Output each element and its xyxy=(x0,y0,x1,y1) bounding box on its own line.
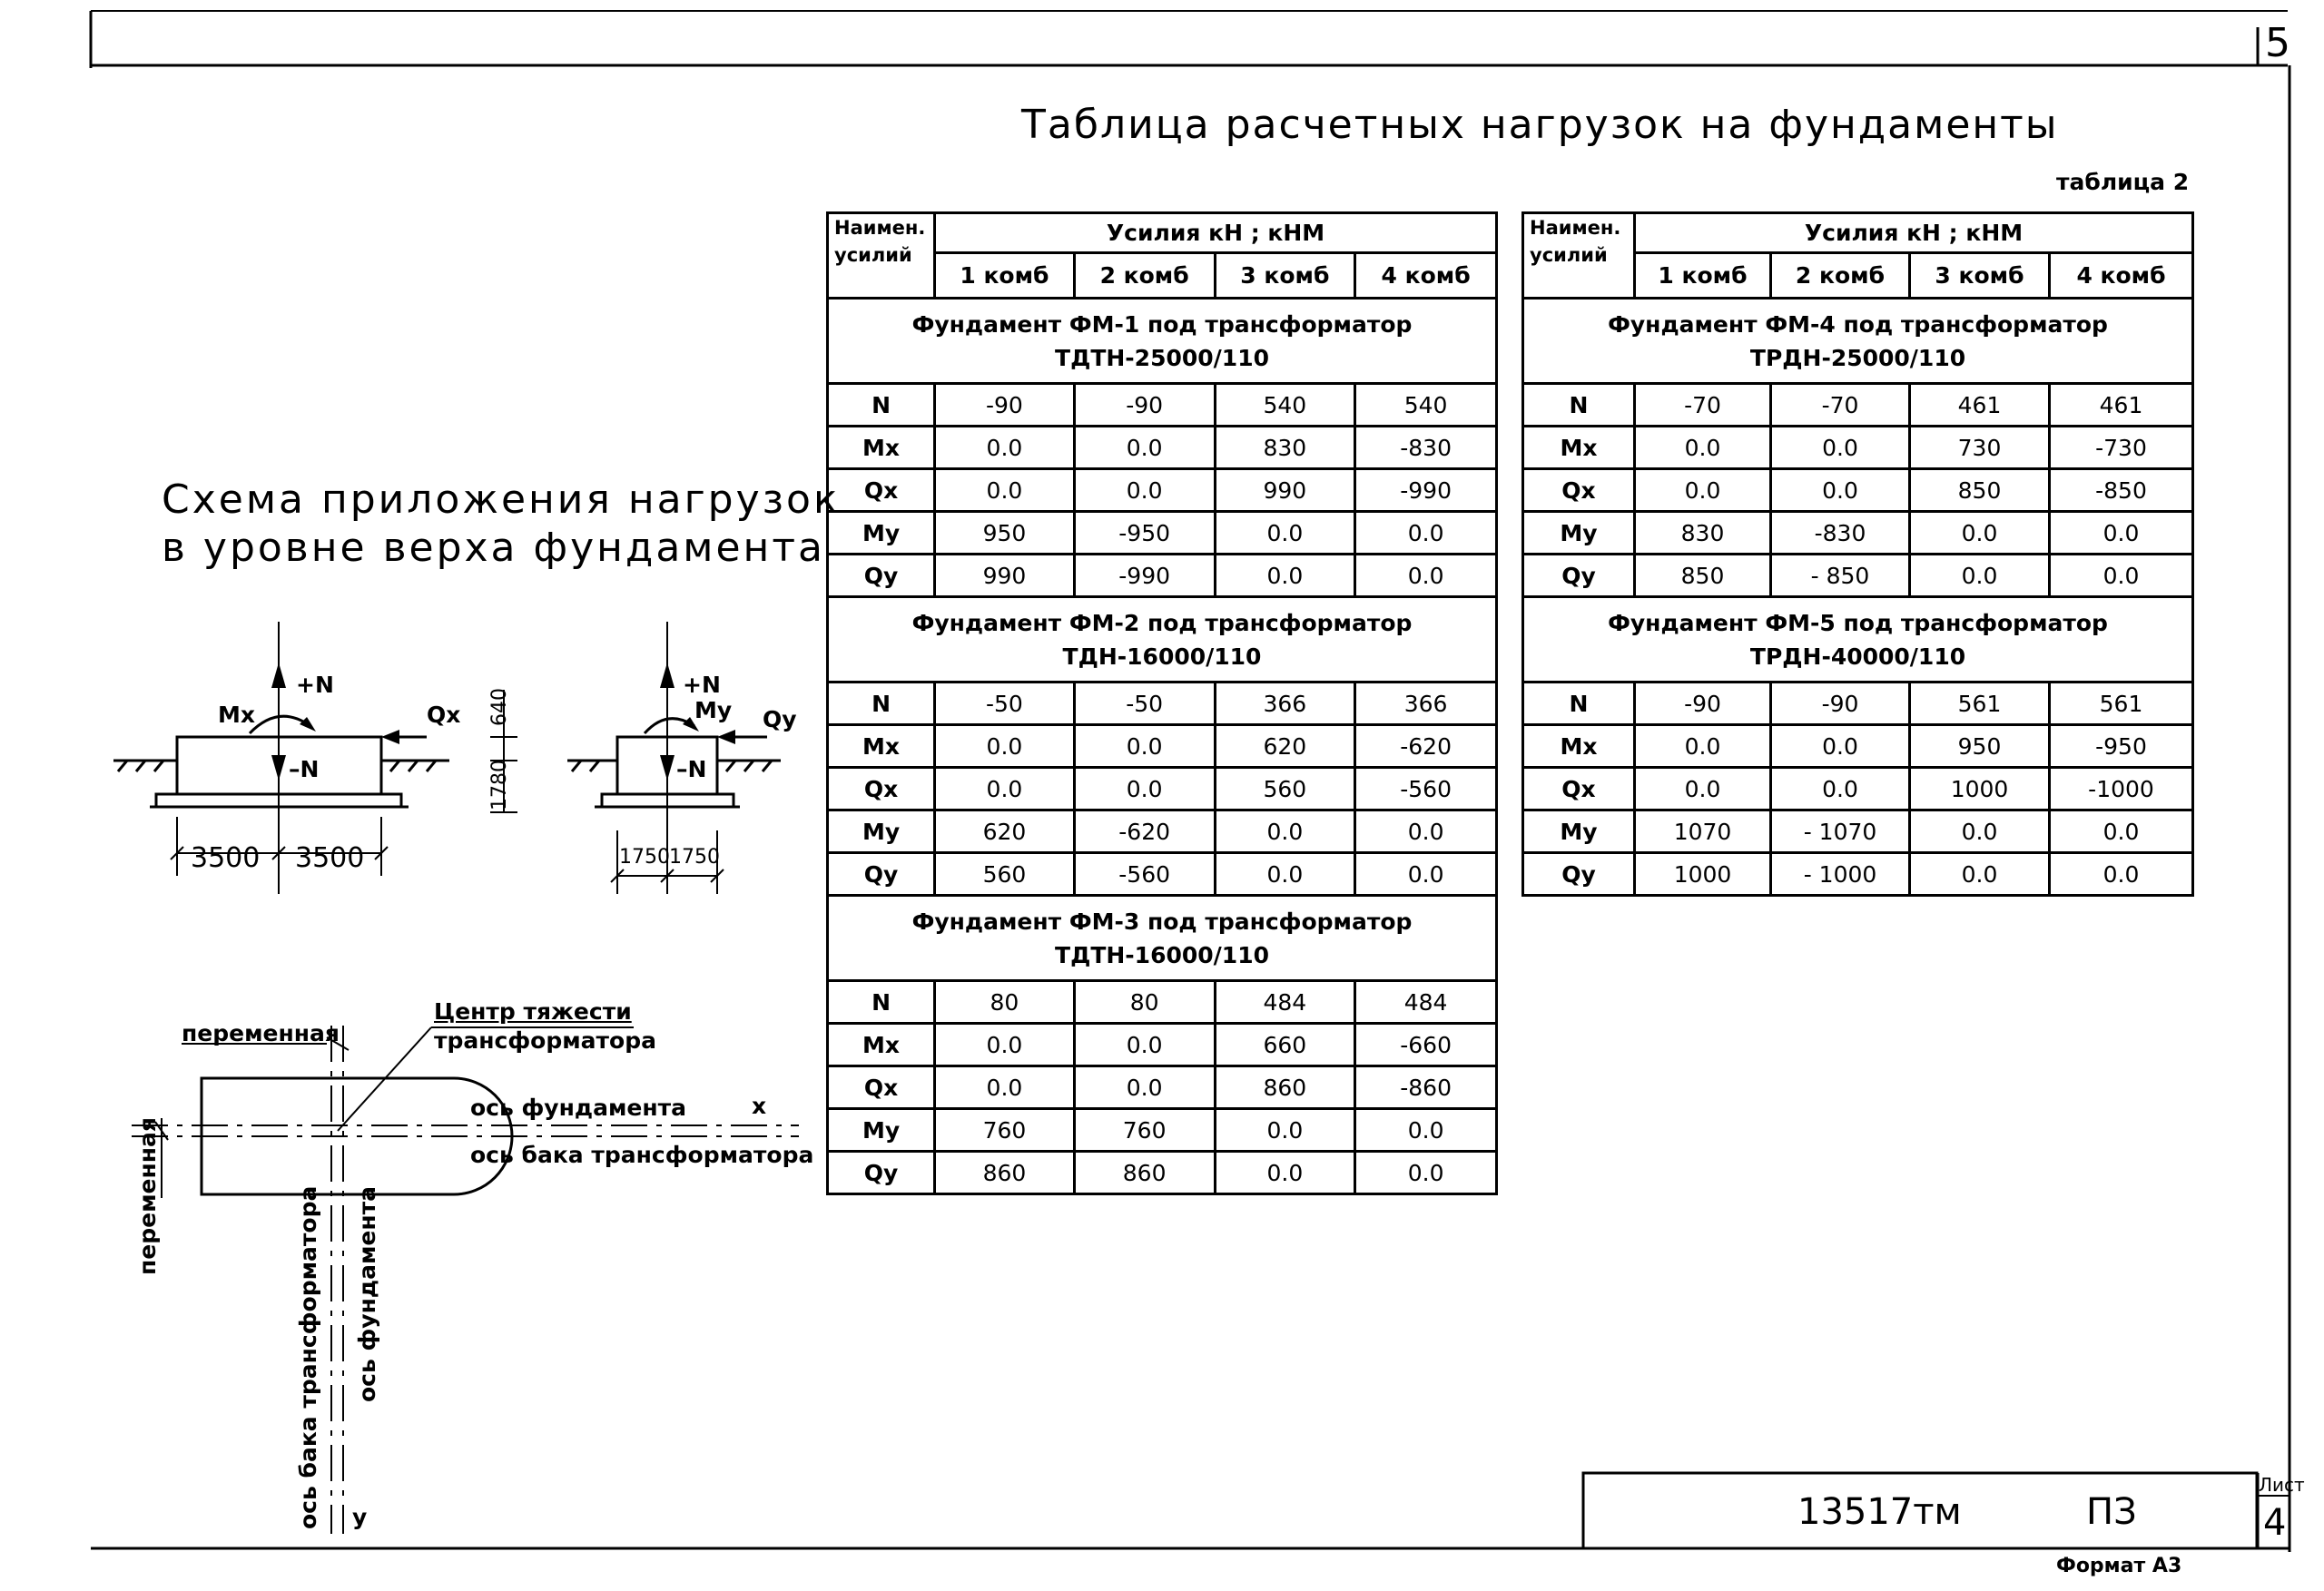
table-row xyxy=(828,768,1497,810)
section-title xyxy=(828,896,1497,981)
table-cell: 0.0 xyxy=(935,469,1075,512)
section-title xyxy=(828,597,1497,683)
label-axis-y: y xyxy=(352,1504,368,1530)
table-cell: 80 xyxy=(1074,981,1215,1024)
row-label: My xyxy=(1523,810,1635,853)
table-cell: -850 xyxy=(2050,469,2193,512)
table-cell: 0.0 xyxy=(1355,810,1497,853)
table-cell: 0.0 xyxy=(1635,427,1771,469)
plan-diagram xyxy=(132,1026,799,1534)
row-label: Qy xyxy=(828,853,935,896)
stamp-section: ПЗ xyxy=(2086,1491,2137,1533)
table-cell: -70 xyxy=(1771,384,1910,427)
section-title-line2: ТРДН-25000/110 xyxy=(1749,344,1966,371)
table-cell: 0.0 xyxy=(1910,555,2050,597)
row-label: Mx xyxy=(828,725,935,768)
table-cell: 1070 xyxy=(1635,810,1771,853)
section-title xyxy=(1523,299,2193,384)
table-number-label: таблица 2 xyxy=(2056,169,2190,195)
row-label: My xyxy=(828,810,935,853)
row-label: Qx xyxy=(828,768,935,810)
table-cell: -620 xyxy=(1074,810,1215,853)
table-cell: 830 xyxy=(1635,512,1771,555)
label-plus-n-x: +N xyxy=(296,672,334,698)
table-cell: 0.0 xyxy=(1635,768,1771,810)
label-axis-foundation-vertical: ось фундамента xyxy=(354,1186,380,1402)
table-cell: 0.0 xyxy=(1355,1152,1497,1194)
table-cell: 560 xyxy=(935,853,1075,896)
table-cell: -950 xyxy=(2050,725,2193,768)
row-label: Qy xyxy=(828,1152,935,1194)
table-cell: 0.0 xyxy=(935,1024,1075,1066)
row-label: Mx xyxy=(828,1024,935,1066)
label-qy: Qy xyxy=(763,706,797,732)
table-cell: -830 xyxy=(1355,427,1497,469)
header-name-col: Наимен. усилий xyxy=(1523,213,1635,299)
table-cell: 0.0 xyxy=(1074,725,1215,768)
table-cell: 0.0 xyxy=(1355,1109,1497,1152)
table-row xyxy=(828,427,1497,469)
table-cell: 950 xyxy=(935,512,1075,555)
table-cell: 0.0 xyxy=(1910,853,2050,896)
dim-1750-right: 1750 xyxy=(669,846,720,869)
section-title-line2: ТДТН-25000/110 xyxy=(1055,344,1269,371)
table-cell: -1000 xyxy=(2050,768,2193,810)
table-cell: 760 xyxy=(935,1109,1075,1152)
table-cell: 0.0 xyxy=(1910,512,2050,555)
row-label: N xyxy=(1523,683,1635,725)
table-cell: 0.0 xyxy=(1771,768,1910,810)
header-comb-1: 1 комб xyxy=(935,253,1075,299)
table-cell: 1000 xyxy=(1635,853,1771,896)
table-row xyxy=(828,853,1497,896)
table-cell: 0.0 xyxy=(1074,469,1215,512)
table-cell: 0.0 xyxy=(935,725,1075,768)
table-cell: 0.0 xyxy=(1215,555,1355,597)
table-cell: 0.0 xyxy=(1215,810,1355,853)
table-row xyxy=(1523,427,2193,469)
table-cell: 0.0 xyxy=(1355,555,1497,597)
header-comb-3: 3 комб xyxy=(1910,253,2050,299)
table-cell: 484 xyxy=(1215,981,1355,1024)
section-title xyxy=(1523,597,2193,683)
section-title-line2: ТРДН-40000/110 xyxy=(1749,643,1966,670)
row-label: N xyxy=(828,683,935,725)
table-cell: 0.0 xyxy=(2050,853,2193,896)
left-sections xyxy=(828,299,1497,1194)
table-row xyxy=(828,512,1497,555)
label-minus-n-x: –N xyxy=(289,756,320,782)
table-cell: - 1070 xyxy=(1771,810,1910,853)
table-row xyxy=(828,1109,1497,1152)
table-cell: 0.0 xyxy=(1215,1152,1355,1194)
table-row xyxy=(1523,683,2193,725)
table-row xyxy=(828,1024,1497,1066)
table-row xyxy=(1523,853,2193,896)
table-row xyxy=(828,981,1497,1024)
table-cell: 0.0 xyxy=(2050,810,2193,853)
label-variable-side: переменная xyxy=(134,1117,161,1275)
label-my: My xyxy=(694,697,733,723)
table-row xyxy=(828,469,1497,512)
row-label: Qx xyxy=(1523,768,1635,810)
table-cell: 0.0 xyxy=(2050,555,2193,597)
label-axis-tank-vertical: ось бака трансформатора xyxy=(295,1185,321,1529)
table-cell: -90 xyxy=(1771,683,1910,725)
table-row xyxy=(828,1152,1497,1194)
table-cell: -860 xyxy=(1355,1066,1497,1109)
table-cell: 990 xyxy=(1215,469,1355,512)
table-cell: -50 xyxy=(1074,683,1215,725)
stamp-sheet-label: Лист xyxy=(2259,1474,2305,1496)
format-label: Формат А3 xyxy=(2056,1555,2182,1577)
row-label: Qx xyxy=(828,1066,935,1109)
section-title-line1: Фундамент ФМ-5 под трансформатор xyxy=(1608,609,2108,636)
table-cell: 620 xyxy=(1215,725,1355,768)
header-comb-3: 3 комб xyxy=(1215,253,1355,299)
row-label: N xyxy=(1523,384,1635,427)
sheet-number-top: 5 xyxy=(2265,20,2290,66)
table-cell: -560 xyxy=(1355,768,1497,810)
table-row xyxy=(828,725,1497,768)
header-name-col: Наимен. усилий xyxy=(828,213,935,299)
row-label: Mx xyxy=(1523,427,1635,469)
header-comb-1: 1 комб xyxy=(1635,253,1771,299)
table-cell: 760 xyxy=(1074,1109,1215,1152)
table-cell: 0.0 xyxy=(1215,853,1355,896)
table-cell: 950 xyxy=(1910,725,2050,768)
table-row xyxy=(1523,512,2193,555)
table-cell: -90 xyxy=(935,384,1075,427)
table-cell: 620 xyxy=(935,810,1075,853)
loads-table-left xyxy=(826,211,1498,1195)
label-axis-x: x xyxy=(752,1093,767,1119)
header-comb-2: 2 комб xyxy=(1074,253,1215,299)
table-cell: 0.0 xyxy=(1215,1109,1355,1152)
table-cell: 540 xyxy=(1355,384,1497,427)
table-row xyxy=(1523,469,2193,512)
table-cell: -660 xyxy=(1355,1024,1497,1066)
stamp-sheet-value: 4 xyxy=(2263,1502,2287,1544)
table-row xyxy=(828,1066,1497,1109)
label-axis-foundation: ось фундамента xyxy=(470,1095,686,1121)
table-cell: 0.0 xyxy=(935,427,1075,469)
table-cell: 0.0 xyxy=(1771,469,1910,512)
label-mx: Mx xyxy=(218,702,256,728)
row-label: My xyxy=(1523,512,1635,555)
table-row xyxy=(1523,555,2193,597)
table-cell: 660 xyxy=(1215,1024,1355,1066)
table-cell: 990 xyxy=(935,555,1075,597)
table-row xyxy=(828,384,1497,427)
table-row xyxy=(1523,768,2193,810)
table-cell: -730 xyxy=(2050,427,2193,469)
dim-640: 640 xyxy=(488,688,511,726)
table-cell: 0.0 xyxy=(935,1066,1075,1109)
header-comb-4: 4 комб xyxy=(2050,253,2193,299)
table-cell: - 850 xyxy=(1771,555,1910,597)
row-label: My xyxy=(828,1109,935,1152)
header-comb-2: 2 комб xyxy=(1771,253,1910,299)
table-cell: -990 xyxy=(1355,469,1497,512)
section-title-line2: ТДТН-16000/110 xyxy=(1055,941,1269,968)
table-cell: 860 xyxy=(1215,1066,1355,1109)
table-cell: 461 xyxy=(1910,384,2050,427)
section-title-line1: Фундамент ФМ-1 под трансформатор xyxy=(911,310,1413,338)
row-label: Qx xyxy=(1523,469,1635,512)
row-label: N xyxy=(828,384,935,427)
section-title xyxy=(828,299,1497,384)
row-label: Mx xyxy=(1523,725,1635,768)
right-sections xyxy=(1523,299,2193,896)
header-group: Усилия кН ; кНМ xyxy=(935,213,1497,253)
table-cell: 0.0 xyxy=(1074,1066,1215,1109)
table-cell: 80 xyxy=(935,981,1075,1024)
table-row xyxy=(828,555,1497,597)
table-cell: 0.0 xyxy=(2050,512,2193,555)
table-cell: 1000 xyxy=(1910,768,2050,810)
table-row xyxy=(828,683,1497,725)
header-comb-4: 4 комб xyxy=(1355,253,1497,299)
header-group: Усилия кН ; кНМ xyxy=(1635,213,2193,253)
row-label: My xyxy=(828,512,935,555)
table-row xyxy=(828,810,1497,853)
table-cell: 0.0 xyxy=(935,768,1075,810)
label-minus-n-y: –N xyxy=(676,756,707,782)
table-cell: -620 xyxy=(1355,725,1497,768)
table-cell: 561 xyxy=(2050,683,2193,725)
table-row xyxy=(1523,725,2193,768)
table-cell: - 1000 xyxy=(1771,853,1910,896)
table-cell: 461 xyxy=(2050,384,2193,427)
label-center-of-gravity-2: трансформатора xyxy=(434,1027,656,1054)
label-plus-n-y: +N xyxy=(683,672,721,698)
table-cell: 0.0 xyxy=(1635,469,1771,512)
scheme-title-line1: Схема приложения нагрузок xyxy=(162,476,841,523)
label-qx: Qx xyxy=(427,702,461,728)
row-label: Qy xyxy=(1523,853,1635,896)
table-cell: -90 xyxy=(1074,384,1215,427)
table-cell: 0.0 xyxy=(1355,512,1497,555)
dim-3500-left: 3500 xyxy=(191,842,261,874)
table-cell: -90 xyxy=(1635,683,1771,725)
table-cell: -990 xyxy=(1074,555,1215,597)
table-cell: -50 xyxy=(935,683,1075,725)
table-cell: -950 xyxy=(1074,512,1215,555)
row-label: N xyxy=(828,981,935,1024)
table-cell: 366 xyxy=(1355,683,1497,725)
table-cell: 0.0 xyxy=(1074,768,1215,810)
table-cell: 0.0 xyxy=(1074,427,1215,469)
table-cell: 860 xyxy=(935,1152,1075,1194)
table-cell: 0.0 xyxy=(1355,853,1497,896)
table-cell: 560 xyxy=(1215,768,1355,810)
row-label: Qy xyxy=(828,555,935,597)
section-title-line1: Фундамент ФМ-4 под трансформатор xyxy=(1608,310,2108,338)
table-cell: 0.0 xyxy=(1074,1024,1215,1066)
dim-1750-left: 1750 xyxy=(619,846,670,869)
label-variable-top: переменная xyxy=(182,1020,340,1046)
table-cell: 561 xyxy=(1910,683,2050,725)
table-cell: -560 xyxy=(1074,853,1215,896)
dim-1780: 1780 xyxy=(488,760,511,810)
table-cell: 484 xyxy=(1355,981,1497,1024)
table-cell: 730 xyxy=(1910,427,2050,469)
table-cell: 860 xyxy=(1074,1152,1215,1194)
row-label: Qy xyxy=(1523,555,1635,597)
table-cell: -830 xyxy=(1771,512,1910,555)
table-cell: 0.0 xyxy=(1910,810,2050,853)
section-title-line1: Фундамент ФМ-2 под трансформатор xyxy=(911,609,1413,636)
label-center-of-gravity: Центр тяжести xyxy=(434,998,632,1025)
scheme-title-line2: в уровне верха фундамента xyxy=(162,525,825,571)
section-title-line2: ТДН-16000/110 xyxy=(1062,643,1262,670)
table-row xyxy=(1523,810,2193,853)
row-label: Mx xyxy=(828,427,935,469)
table-cell: 850 xyxy=(1910,469,2050,512)
table-cell: 0.0 xyxy=(1215,512,1355,555)
row-label: Qx xyxy=(828,469,935,512)
table-cell: 0.0 xyxy=(1771,725,1910,768)
label-axis-tank: ось бака трансформатора xyxy=(470,1142,814,1168)
dim-3500-right: 3500 xyxy=(295,842,365,874)
table-cell: 366 xyxy=(1215,683,1355,725)
loads-table-right xyxy=(1521,211,2194,897)
table-cell: 0.0 xyxy=(1635,725,1771,768)
section-title-line1: Фундамент ФМ-3 под трансформатор xyxy=(911,908,1413,935)
stamp-document-code: 13517тм xyxy=(1797,1491,1962,1533)
page-title: Таблица расчетных нагрузок на фундаменты xyxy=(1021,102,2059,148)
table-row xyxy=(1523,384,2193,427)
table-cell: -70 xyxy=(1635,384,1771,427)
table-cell: 540 xyxy=(1215,384,1355,427)
table-cell: 850 xyxy=(1635,555,1771,597)
table-cell: 0.0 xyxy=(1771,427,1910,469)
table-cell: 830 xyxy=(1215,427,1355,469)
